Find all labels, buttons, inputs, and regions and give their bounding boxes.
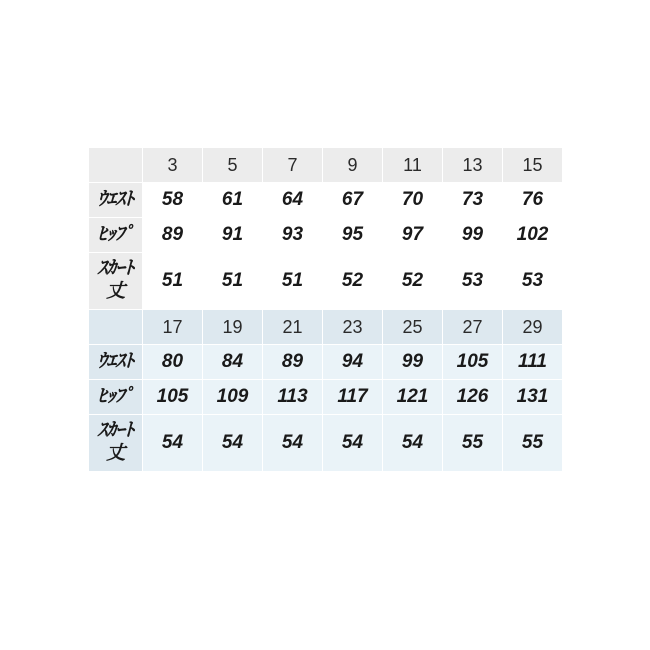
size-header-cell: 11 [383,148,443,183]
table-row [89,345,563,380]
measurement-cell: 76 [503,183,563,218]
size-header-cell: 3 [143,148,203,183]
measurement-cell: 131 [503,380,563,415]
measurement-cell: 111 [503,345,563,380]
measurement-cell: 52 [323,253,383,310]
measurement-cell: 58 [143,183,203,218]
row-label-waist: ｳｴｽﾄ [89,345,143,380]
measurement-cell: 55 [443,415,503,472]
measurement-cell: 73 [443,183,503,218]
size-header-cell: 25 [383,310,443,345]
measurement-cell: 89 [263,345,323,380]
row-label-hip: ﾋｯﾌﾟ [89,218,143,253]
table-row [89,218,563,253]
measurement-cell: 70 [383,183,443,218]
measurement-cell: 126 [443,380,503,415]
measurement-cell: 97 [383,218,443,253]
table-row [89,253,563,310]
measurement-cell: 105 [443,345,503,380]
size-header-cell: 17 [143,310,203,345]
measurement-cell: 54 [383,415,443,472]
size-header-cell: 7 [263,148,323,183]
measurement-cell: 99 [383,345,443,380]
measurement-cell: 54 [203,415,263,472]
measurement-cell: 54 [143,415,203,472]
table-row [89,380,563,415]
table-row [89,183,563,218]
measurement-cell: 54 [323,415,383,472]
row-label-skirt-length [89,253,143,310]
measurement-cell: 51 [203,253,263,310]
measurement-cell: 113 [263,380,323,415]
measurement-cell: 117 [323,380,383,415]
row-label-line2: 丈 [106,281,125,302]
table-header-row-group2 [89,310,563,345]
header-corner-cell-group1 [89,148,143,183]
measurement-cell: 93 [263,218,323,253]
size-header-cell: 15 [503,148,563,183]
measurement-cell: 91 [203,218,263,253]
measurement-cell: 94 [323,345,383,380]
row-label-skirt-length [89,415,143,472]
measurement-cell: 121 [383,380,443,415]
measurement-cell: 64 [263,183,323,218]
measurement-cell: 53 [443,253,503,310]
size-header-cell: 27 [443,310,503,345]
size-header-cell: 19 [203,310,263,345]
measurement-cell: 67 [323,183,383,218]
measurement-cell: 89 [143,218,203,253]
measurement-cell: 61 [203,183,263,218]
measurement-cell: 51 [263,253,323,310]
row-label-line2: 丈 [106,443,125,464]
measurement-cell: 109 [203,380,263,415]
measurement-cell: 53 [503,253,563,310]
size-header-cell: 29 [503,310,563,345]
measurement-cell: 99 [443,218,503,253]
table-header-row-group1 [89,148,563,183]
header-corner-cell-group2 [89,310,143,345]
measurement-cell: 84 [203,345,263,380]
measurement-cell: 105 [143,380,203,415]
size-chart-container [88,147,562,472]
size-chart-table [88,147,563,472]
measurement-cell: 80 [143,345,203,380]
size-header-cell: 5 [203,148,263,183]
measurement-cell: 102 [503,218,563,253]
size-header-cell: 23 [323,310,383,345]
row-label-line1: ｽｶｰﾄ [97,420,134,442]
size-header-cell: 13 [443,148,503,183]
measurement-cell: 51 [143,253,203,310]
size-header-cell: 9 [323,148,383,183]
measurement-cell: 55 [503,415,563,472]
table-row [89,415,563,472]
row-label-waist: ｳｴｽﾄ [89,183,143,218]
measurement-cell: 52 [383,253,443,310]
row-label-hip: ﾋｯﾌﾟ [89,380,143,415]
size-header-cell: 21 [263,310,323,345]
measurement-cell: 95 [323,218,383,253]
measurement-cell: 54 [263,415,323,472]
row-label-line1: ｽｶｰﾄ [97,258,134,280]
